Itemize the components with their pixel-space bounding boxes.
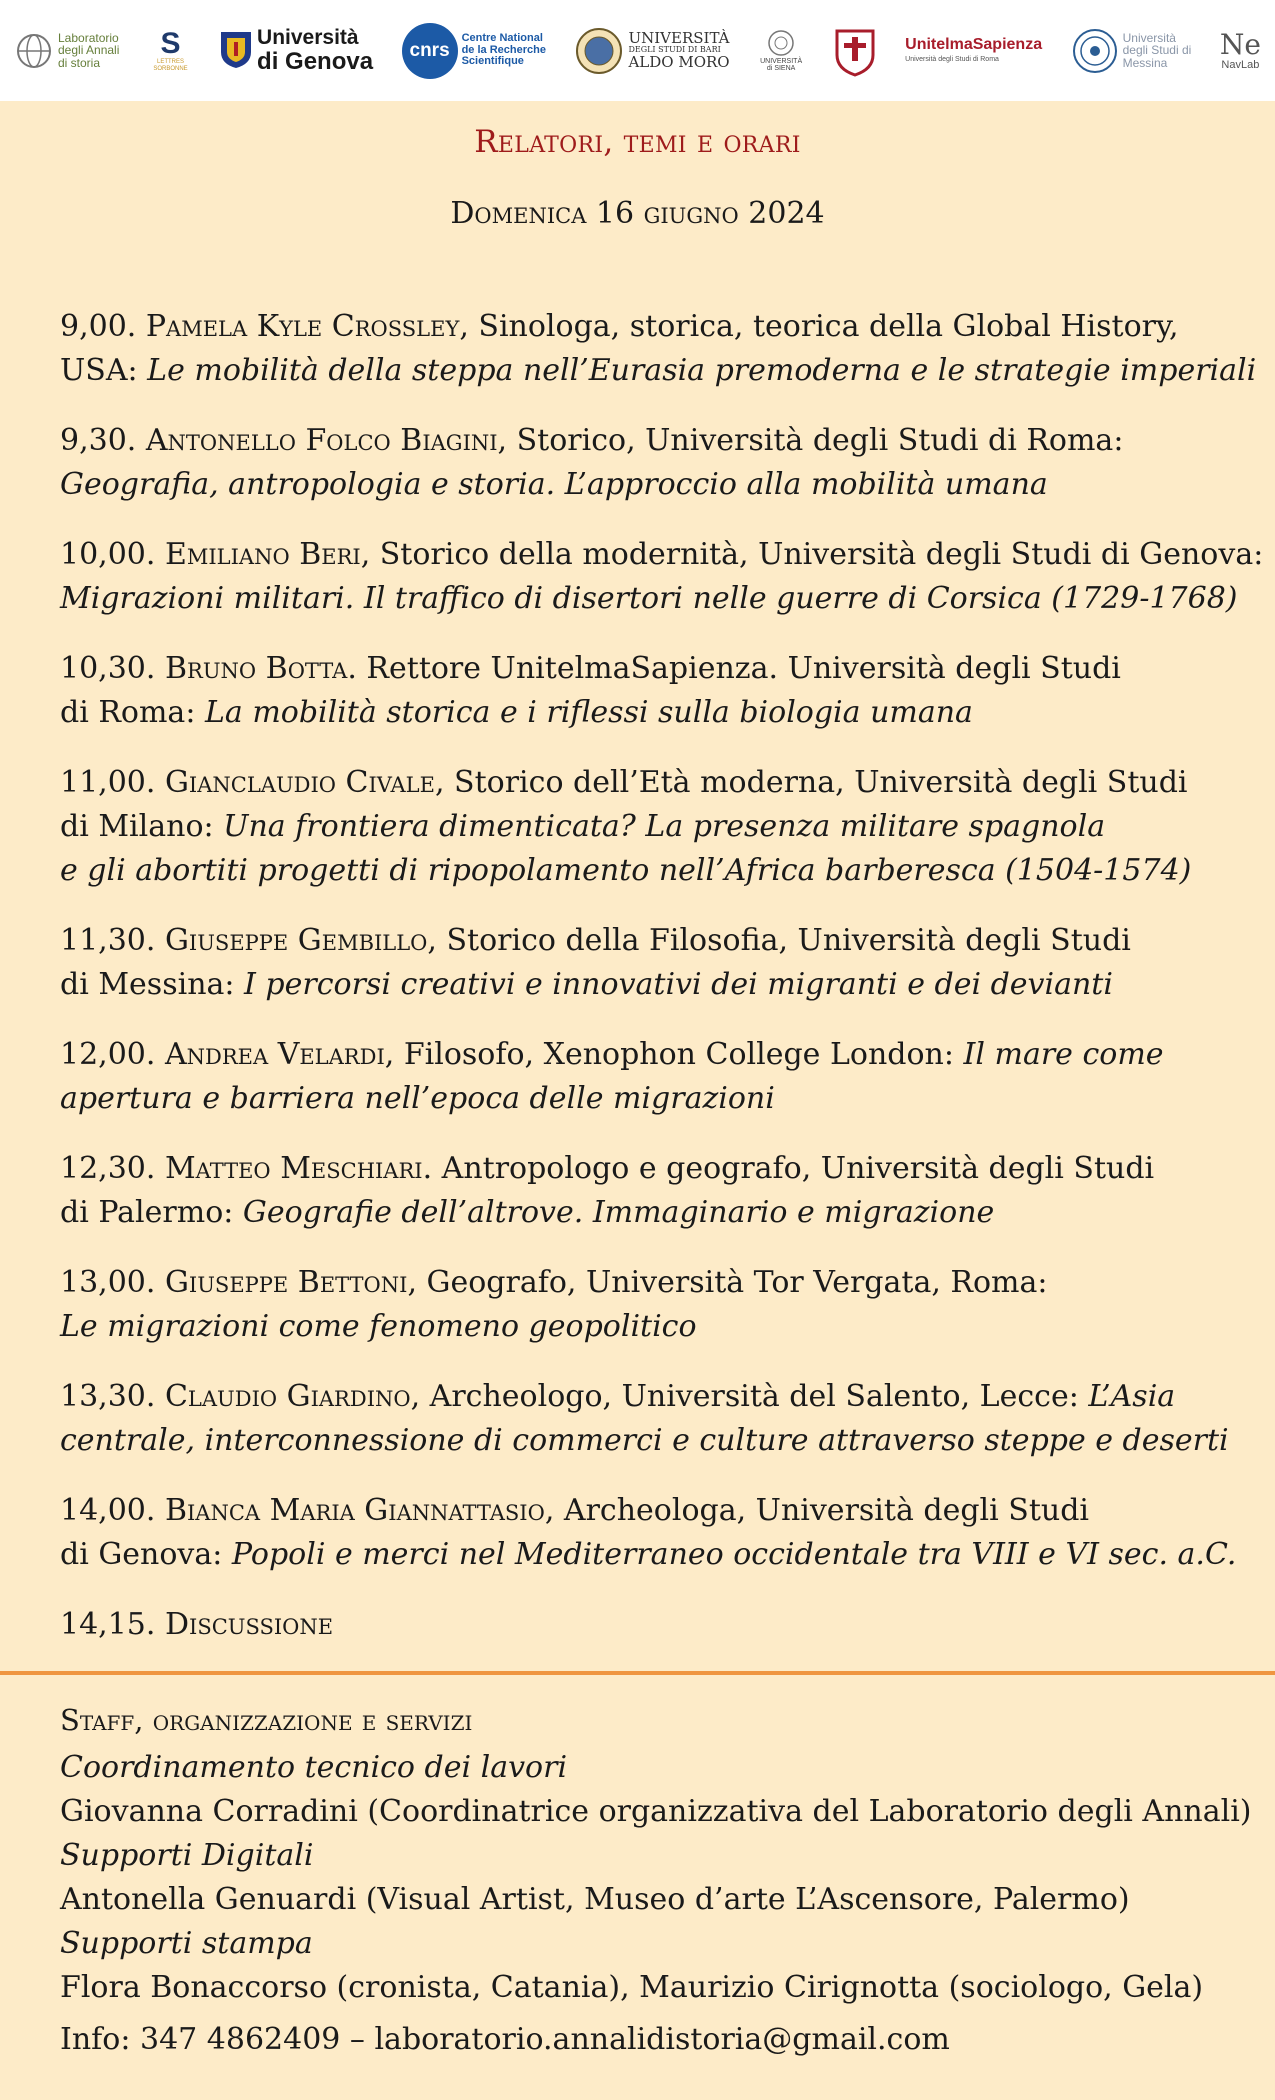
- entry-line: [60, 577, 1270, 621]
- coord-value: Giovanna Corradini (Coordinatrice organizzativa del Laboratorio degli Annali): [60, 1794, 1252, 1829]
- entry-text: , Storico, Università degli Studi di Roma:: [497, 423, 1124, 458]
- entry-text: 14,15.: [60, 1607, 165, 1642]
- entry-text: USA:: [60, 353, 148, 388]
- entry-text: , Sinologa, storica, teorica della Global History,: [459, 309, 1179, 344]
- cnrs-line3: Scientifique: [461, 55, 524, 68]
- entry-text: 12,30.: [60, 1151, 165, 1186]
- talk-title: Popoli e merci nel Mediterraneo occidentale tra VIII e VI sec. a.C.: [231, 1537, 1237, 1572]
- bari-line3: ALDO MORO: [628, 52, 730, 71]
- entry-text: , Filosofo, Xenophon College London:: [384, 1037, 964, 1072]
- entry-line: [60, 1147, 1270, 1191]
- entry-text: 13,30.: [60, 1379, 165, 1414]
- unitelma-line2: Università degli Studi di Roma: [905, 56, 999, 64]
- entry-text: 9,30.: [60, 423, 146, 458]
- logo-siena: [758, 29, 804, 73]
- section-divider: [0, 1671, 1275, 1675]
- entry-line: [60, 647, 1270, 691]
- talk-title: apertura e barriera nell’epoca delle migrazioni: [60, 1081, 775, 1116]
- entry-line: [60, 533, 1270, 577]
- entry-line: [60, 305, 1270, 349]
- entry-text: , Storico della Filosofia, Università degli Studi: [427, 923, 1131, 958]
- bari-line1: UNIVERSITÀ: [628, 28, 730, 47]
- entry-line: [60, 1489, 1270, 1533]
- program-list: [60, 305, 1270, 1673]
- talk-title: Le migrazioni come fenomeno geopolitico: [60, 1309, 697, 1344]
- entry-line: [60, 349, 1270, 393]
- cnrs-badge: cnrs: [409, 39, 450, 61]
- entry-text: di Roma:: [60, 695, 205, 730]
- speaker-name: Bianca Maria Giannattasio: [164, 1493, 545, 1528]
- entry-line: [60, 1077, 1270, 1121]
- speaker-name: Matteo Meschiari: [164, 1151, 423, 1186]
- program-entry: [60, 1261, 1270, 1349]
- entry-text: di Milano:: [60, 809, 224, 844]
- staff-heading: Staff, organizzazione e servizi: [60, 1703, 473, 1737]
- talk-title: I percorsi creativi e innovativi dei migranti e dei devianti: [244, 967, 1113, 1002]
- entry-line: [60, 1533, 1270, 1577]
- entry-line: [60, 849, 1270, 893]
- s-monogram-icon: S: [160, 27, 181, 61]
- seal-icon: [574, 26, 624, 76]
- logo-genova-line2: di Genova: [257, 47, 374, 75]
- logo-sorbonne-text: LETTRES SORBONNE: [153, 59, 188, 72]
- contact-info: Info: 347 4862409 – laboratorio.annalidistoria@gmail.com: [60, 2022, 950, 2057]
- entry-line: [60, 963, 1270, 1007]
- program-entry: [60, 761, 1270, 893]
- program-entry: [60, 1603, 1270, 1647]
- talk-title: La mobilità storica e i riflessi sulla biologia umana: [204, 695, 973, 730]
- entry-text: 9,00.: [60, 309, 146, 344]
- speaker-name: Giuseppe Gembillo: [164, 923, 428, 958]
- coord-label: Coordinamento tecnico dei lavori: [60, 1750, 568, 1785]
- page-title: Relatori, temi e orari: [474, 124, 801, 160]
- entry-text: 13,00.: [60, 1265, 165, 1300]
- shield-icon: [219, 30, 253, 70]
- speaker-name: Andrea Velardi: [164, 1037, 385, 1072]
- messina-line3: Messina: [1122, 55, 1168, 70]
- entry-text: di Messina:: [60, 967, 245, 1002]
- speaker-name: Discussione: [164, 1607, 334, 1642]
- entry-text: 12,00.: [60, 1037, 165, 1072]
- print-label: Supporti stampa: [60, 1926, 313, 1961]
- entry-line: [60, 1603, 1270, 1647]
- program-entry: [60, 919, 1270, 1007]
- entry-line: [60, 1419, 1270, 1463]
- logo-laboratorio-text: Laboratorio degli Annali di storia: [58, 30, 120, 70]
- entry-text: , Archeologa, Università degli Studi: [544, 1493, 1089, 1528]
- logo-navlab: [1219, 27, 1261, 72]
- speaker-name: Bruno Botta: [164, 651, 348, 686]
- entry-line: [60, 805, 1270, 849]
- entry-text: , Storico dell’Età moderna, Università degli Studi: [434, 765, 1188, 800]
- event-date: Domenica 16 giugno 2024: [450, 196, 825, 231]
- talk-title: e gli abortiti progetti di ripopolamento nell’Africa barberesca (1504-1574): [60, 853, 1192, 888]
- entry-text: . Rettore UnitelmaSapienza. Università degli Studi: [347, 651, 1121, 686]
- talk-title: Geografia, antropologia e storia. L’approccio alla mobilità umana: [60, 467, 1048, 502]
- speaker-name: Emiliano Beri: [164, 537, 361, 572]
- talk-title: centrale, interconnessione di commerci e culture attraverso steppe e deserti: [60, 1423, 1229, 1458]
- cnrs-line1: Centre National: [461, 32, 543, 45]
- entry-line: [60, 1305, 1270, 1349]
- logo-sorbonne: [151, 29, 191, 72]
- talk-title: Le mobilità della steppa nell’Eurasia premoderna e le strategie imperiali: [147, 353, 1257, 388]
- speaker-name: Giuseppe Bettoni: [164, 1265, 408, 1300]
- program-entry: [60, 1147, 1270, 1235]
- logo-laboratorio: [14, 31, 122, 71]
- entry-text: 10,30.: [60, 651, 165, 686]
- entry-text: 11,00.: [60, 765, 165, 800]
- speaker-name: Gianclaudio Civale: [164, 765, 435, 800]
- logo-bar: [0, 0, 1275, 101]
- entry-text: 14,00.: [60, 1493, 165, 1528]
- unitelma-line1: UnitelmaSapienza: [905, 36, 1043, 54]
- logo-genova-line1: Università: [257, 25, 359, 49]
- program-entry: [60, 419, 1270, 507]
- talk-title: Geografie dell’altrove. Immaginario e migrazione: [242, 1195, 995, 1230]
- globe-icon: [14, 31, 54, 71]
- logo-bari: [574, 26, 729, 76]
- seal-icon: [1071, 27, 1119, 75]
- messina-line2: degli Studi di: [1122, 43, 1192, 58]
- entry-line: [60, 1261, 1270, 1305]
- bari-line2: DEGLI STUDI DI BARI: [628, 45, 721, 55]
- entry-text: , Storico della modernità, Università degli Studi di Genova:: [360, 537, 1264, 572]
- digital-value: Antonella Genuardi (Visual Artist, Museo d’arte L’Ascensore, Palermo): [60, 1882, 1130, 1917]
- entry-line: [60, 919, 1270, 963]
- speaker-name: Claudio Giardino: [164, 1379, 411, 1414]
- entry-text: 10,00.: [60, 537, 165, 572]
- seal-icon: [767, 29, 795, 57]
- siena-text: UNIVERSITÀ di SIENA: [760, 57, 803, 72]
- program-entry: [60, 647, 1270, 735]
- entry-text: . Antropologo e geografo, Università degli Studi: [422, 1151, 1155, 1186]
- logo-messina: [1071, 27, 1192, 75]
- entry-text: , Archeologo, Università del Salento, Lecce:: [410, 1379, 1089, 1414]
- talk-title: Migrazioni militari. Il traffico di disertori nelle guerre di Corsica (1729-1768): [60, 581, 1238, 616]
- logo-unitelma: [905, 37, 1042, 63]
- talk-title: L’Asia: [1088, 1379, 1176, 1414]
- navlab-text: NavLab: [1221, 58, 1260, 71]
- logo-crest: [833, 25, 877, 77]
- messina-line1: Università: [1122, 30, 1176, 45]
- talk-title: Il mare come: [963, 1037, 1164, 1072]
- logo-genova: [219, 27, 373, 74]
- entry-line: [60, 1375, 1270, 1419]
- crest-icon: [833, 25, 877, 77]
- entry-text: di Palermo:: [60, 1195, 243, 1230]
- entry-line: [60, 1033, 1270, 1077]
- entry-line: [60, 691, 1270, 735]
- program-entry: [60, 1375, 1270, 1463]
- staff-section: [60, 1700, 1260, 2062]
- entry-text: , Geografo, Università Tor Vergata, Roma:: [407, 1265, 1048, 1300]
- logo-cnrs: [402, 23, 546, 79]
- program-entry: [60, 305, 1270, 393]
- speaker-name: Pamela Kyle Crossley: [145, 309, 460, 344]
- digital-label: Supporti Digitali: [60, 1838, 314, 1873]
- speaker-name: Antonello Folco Biagini: [145, 423, 498, 458]
- program-entry: [60, 533, 1270, 621]
- entry-line: [60, 761, 1270, 805]
- entry-line: [60, 1191, 1270, 1235]
- program-entry: [60, 1033, 1270, 1121]
- print-value: Flora Bonaccorso (cronista, Catania), Maurizio Cirignotta (sociologo, Gela): [60, 1970, 1204, 2005]
- navlab-monogram-icon: N⁠e: [1219, 27, 1261, 61]
- entry-line: [60, 419, 1270, 463]
- cnrs-line2: de la Recherche: [461, 43, 546, 56]
- talk-title: Una frontiera dimenticata? La presenza militare spagnola: [223, 809, 1106, 844]
- entry-text: 11,30.: [60, 923, 165, 958]
- program-entry: [60, 1489, 1270, 1577]
- entry-text: di Genova:: [60, 1537, 232, 1572]
- entry-line: [60, 463, 1270, 507]
